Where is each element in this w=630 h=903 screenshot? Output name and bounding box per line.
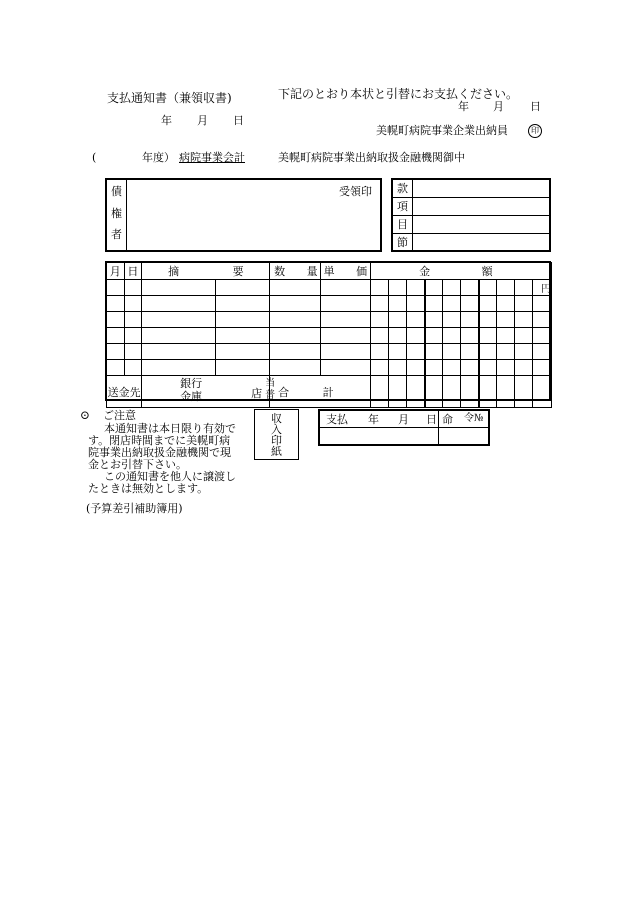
remit-branch: 店: [251, 387, 263, 400]
detail-grid: [106, 262, 552, 408]
treasurer-title: 美幌町病院事業企業出納員: [376, 124, 508, 137]
table-row: [107, 344, 552, 360]
payment-box: [318, 409, 490, 446]
notes-line-5: この通知書を他人に譲渡し: [104, 470, 236, 483]
date-left-month: 月: [197, 114, 208, 127]
total-cell: [270, 376, 371, 408]
hdr-qty-a: 数: [274, 265, 286, 278]
notes-line-4: 金とお引替下さい。: [88, 458, 187, 471]
detail-footer-row: [107, 376, 552, 408]
notes-line-3: 院事業出納取扱金融機関で現: [88, 446, 231, 459]
remit-shinko: 金庫: [180, 389, 203, 403]
table-row: [107, 312, 552, 328]
date-right-day: 日: [530, 100, 541, 113]
table-row: [107, 328, 552, 344]
hdr-amount: [371, 263, 552, 280]
order-number-label: 令№: [464, 413, 484, 424]
acct-type-futsu: 普: [265, 390, 276, 401]
creditor-box: [105, 178, 382, 252]
hdr-price: [320, 263, 370, 280]
remit-to-label: 送金先: [107, 376, 142, 408]
budget-setsu: 節: [397, 236, 408, 249]
notes-body: [88, 423, 236, 495]
document-title: 支払通知書（兼領収書): [107, 91, 232, 105]
hdr-summary: [142, 263, 270, 280]
acct-type-touza: 当: [265, 378, 276, 389]
order-label: 命: [442, 413, 453, 426]
hdr-summary-b: 要: [232, 265, 244, 278]
footnote: (予算差引補助簿用): [86, 502, 183, 515]
table-row: [107, 296, 552, 312]
hdr-day: 日: [124, 263, 142, 280]
hdr-month: 月: [107, 263, 125, 280]
total-label-b: 計: [322, 385, 334, 399]
hdr-qty-b: 量: [306, 265, 318, 278]
table-row: [107, 280, 552, 296]
table-row: [107, 360, 552, 376]
budget-kou: 項: [397, 200, 408, 213]
detail-header-row: [107, 263, 552, 280]
date-left-day: 日: [233, 114, 244, 127]
detail-table: [105, 261, 551, 401]
receipt-seal-label: 受領印: [339, 185, 372, 198]
payment-label: 支払: [326, 413, 348, 426]
date-right-month: 月: [493, 100, 504, 113]
bank-addressee: 美幌町病院事業出納取扱金融機関御中: [278, 151, 465, 164]
stamp-char-2: 入: [271, 423, 282, 436]
notes-bullet: ⊙: [80, 408, 91, 422]
hdr-price-b: 価: [356, 265, 368, 278]
notes-line-2: す。閉店時間までに美幌町病: [88, 434, 231, 447]
revenue-stamp-label: [255, 413, 298, 457]
hdr-summary-a: 摘: [168, 265, 180, 278]
stamp-char-1: 収: [271, 412, 282, 425]
date-left-year: 年: [161, 114, 172, 127]
notes-line-6: たときは無効とします。: [88, 482, 209, 495]
stamp-char-4: 紙: [271, 445, 282, 458]
remit-bank-cell: [142, 376, 276, 408]
creditor-char-2: 権: [111, 206, 122, 220]
fiscal-year-label: 年度）: [142, 151, 175, 164]
hdr-amount-a: 金: [419, 265, 431, 278]
hdr-price-a: 単: [323, 265, 335, 278]
seal-mark: 印: [528, 124, 542, 138]
payment-year: 年: [368, 413, 379, 426]
budget-moku: 目: [397, 218, 408, 231]
stamp-char-3: 印: [271, 434, 282, 447]
creditor-char-3: 者: [111, 228, 122, 242]
budget-box: [391, 178, 551, 252]
revenue-stamp-box: [254, 409, 299, 460]
budget-kan: 款: [397, 182, 408, 195]
date-right-year: 年: [458, 100, 469, 113]
hdr-qty: [270, 263, 320, 280]
notes-title: ご注意: [103, 409, 136, 422]
creditor-label: [111, 186, 122, 242]
accounting-unit: 病院事業会計: [179, 151, 245, 164]
notice-line: 下記のとおり本状と引替にお支払ください。: [278, 87, 519, 101]
fiscal-open-paren: (: [92, 151, 97, 164]
payment-month: 月: [398, 413, 409, 426]
creditor-char-1: 債: [111, 185, 122, 198]
remit-bank: 銀行: [180, 377, 203, 390]
payment-day: 日: [426, 413, 437, 426]
total-label-a: 合: [278, 385, 290, 399]
notes-line-1: 本通知書は本日限り有効で: [104, 422, 236, 435]
yen-label: 円: [533, 280, 552, 296]
hdr-amount-b: 額: [481, 265, 493, 278]
